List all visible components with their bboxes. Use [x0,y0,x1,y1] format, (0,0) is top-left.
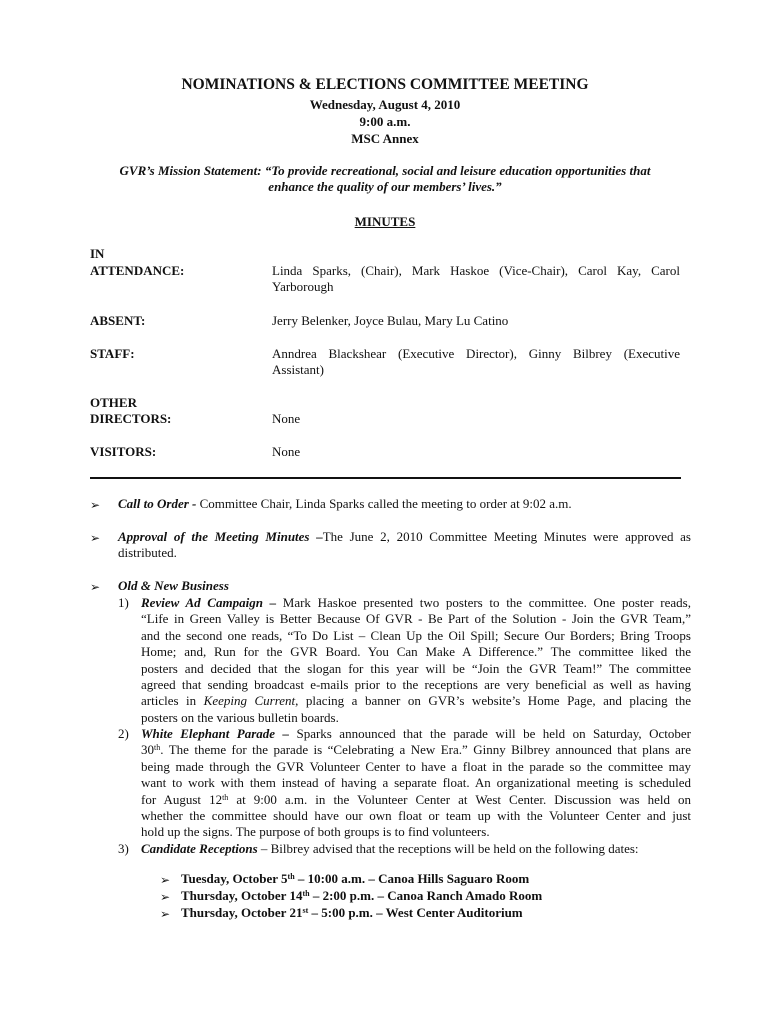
reception-date-1 [181,871,529,887]
date-1-sup: th [287,872,295,881]
date-2-day: Thursday, October 14 [181,888,303,903]
in-attendance-line-1: Linda Sparks, (Chair), Mark Haskoe (Vice-Chair), Carol Kay, Carol [272,263,680,278]
date-3-sup: st [302,906,309,915]
arrowhead-bullet-icon: ➢ [90,498,101,512]
item1-text-7c: , placing a banner on GVR’s website’s Home Page, and placing the [295,693,692,709]
business-title-text: Old & New Business [118,578,229,593]
item2-text-5a: for August 12 [141,791,223,807]
item-number-1: 1) [118,595,129,610]
call-to-order [118,496,691,512]
reception-date-3 [181,905,523,921]
keeping-current-title: Keeping Current [203,693,296,709]
section-divider [90,477,681,479]
minutes-heading: MINUTES [354,214,416,229]
staff-value [272,346,680,379]
call-to-order-title: Call to Order - [118,496,197,511]
meeting-location: MSC Annex [351,131,419,146]
document-title: NOMINATIONS & ELECTIONS COMMITTEE MEETING [181,76,589,93]
old-new-business-title [118,578,691,594]
item1-line-5: posters and decided that the slogan for this year will be “Join the GVR Team!” The committee [141,660,691,676]
approval-line-1 [118,529,691,545]
review-ad-campaign [141,595,691,726]
item1-line-2: “Life in Green Valley is Better Because Of GVR - Be Part of the Solution - Join the GVR Team,” [141,611,691,627]
item-number-3: 3) [118,841,129,856]
item2-sup-5: th [222,792,229,802]
arrowhead-bullet-icon: ➢ [160,890,171,904]
arrowhead-bullet-icon: ➢ [160,873,171,887]
date-2-details: – 2:00 p.m. – Canoa Ranch Amado Room [309,888,543,903]
item1-text-1: Mark Haskoe presented two posters to the committee. One poster reads, [276,595,691,610]
arrowhead-bullet-icon: ➢ [90,580,101,594]
other-directors-label-2: DIRECTORS: [90,411,172,426]
item2-line-6: whether the committee should have our own float or team up with the Volunteer Center and just [141,808,691,824]
meeting-date: Wednesday, August 4, 2010 [309,97,461,112]
arrowhead-bullet-icon: ➢ [90,531,101,545]
date-1-day: Tuesday, October 5 [181,871,288,886]
candidate-receptions [141,841,691,857]
approval-of-minutes [118,529,691,562]
other-directors-value: None [272,411,301,426]
item1-line-1 [141,595,691,611]
date-3-day: Thursday, October 21 [181,905,303,920]
mission-line-2: enhance the quality of our members’ lives.” [268,179,502,195]
item2-line-1 [141,726,691,742]
item-number-2: 2) [118,726,129,741]
date-2-sup: th [302,889,310,898]
mission-statement [90,163,680,196]
item1-line-6: agreed that sending broadcast e-mails prior to the receptions are very beneficial as well as having [141,677,691,693]
item2-text-1: Sparks announced that the parade will be held on Saturday, October [289,726,691,741]
approval-text: The June 2, 2010 Committee Meeting Minutes were approved as [322,529,691,544]
in-attendance-line-2: Yarborough [272,279,334,295]
item2-text-2b: . The theme for the parade is “Celebrating a New Era.” Ginny Bilbrey announced that plans are [160,742,691,758]
item1-line-7 [141,693,691,709]
arrowhead-bullet-icon: ➢ [160,907,171,921]
in-attendance-value [272,263,680,296]
item2-text-5b: at 9:00 a.m. in the Volunteer Center at West Center. Discussion was held on [228,791,691,807]
item3-text: – Bilbrey advised that the receptions will be held on the following dates: [257,841,639,856]
item2-title: White Elephant Parade – [141,726,290,741]
item1-title: Review Ad Campaign – [141,595,277,610]
visitors-value: None [272,444,301,459]
reception-date-2 [181,888,542,904]
call-to-order-text: Committee Chair, Linda Sparks called the meeting to order at 9:02 a.m. [196,496,572,511]
approval-line-2: distributed. [118,545,177,561]
mission-line-1: GVR’s Mission Statement: “To provide recreational, social and leisure education opportunities that [119,163,651,178]
absent-value: Jerry Belenker, Joyce Bulau, Mary Lu Catino [272,313,509,328]
item2-line-4: want to work with them instead of having a separate float. An organizational meeting is scheduled [141,775,691,791]
item1-line-4: Home; and, Run for the GVR Board. You Can Make A Difference.” The committee liked the [141,644,691,660]
item1-line-3: and the second one reads, “To Do List – Clean Up the Oil Spill; Secure Our Borders; Bring Troops [141,627,691,643]
item2-line-3: being made through the GVR Volunteer Center to have a float in the parade so the committee may [141,758,691,774]
item2-sup-2: th [154,743,161,753]
item2-line-2 [141,742,691,758]
other-directors-label-1: OTHER [90,395,137,410]
item2-line-5 [141,792,691,808]
date-1-details: – 10:00 a.m. – Canoa Hills Saguaro Room [294,871,530,886]
staff-label: STAFF: [90,346,135,361]
white-elephant-parade [141,726,691,841]
staff-line-2: Assistant) [272,362,324,378]
item2-text-2a: 30 [141,742,154,758]
approval-title: Approval of the Meeting Minutes – [118,529,323,544]
meeting-time: 9:00 a.m. [359,114,411,129]
item1-line-8: posters on the various bulletin boards. [141,709,339,725]
visitors-label: VISITORS: [90,444,157,459]
item1-text-7a: articles in [141,693,204,709]
in-attendance-label-2: ATTENDANCE: [90,263,185,278]
in-attendance-label-1: IN [90,246,105,261]
item3-title: Candidate Receptions [141,841,258,856]
staff-line-1: Anndrea Blackshear (Executive Director), Ginny Bilbrey (Executive [272,346,680,361]
date-3-details: – 5:00 p.m. – West Center Auditorium [308,905,523,920]
item2-line-7: hold up the signs. The purpose of both groups is to find volunteers. [141,824,490,840]
absent-label: ABSENT: [90,313,146,328]
